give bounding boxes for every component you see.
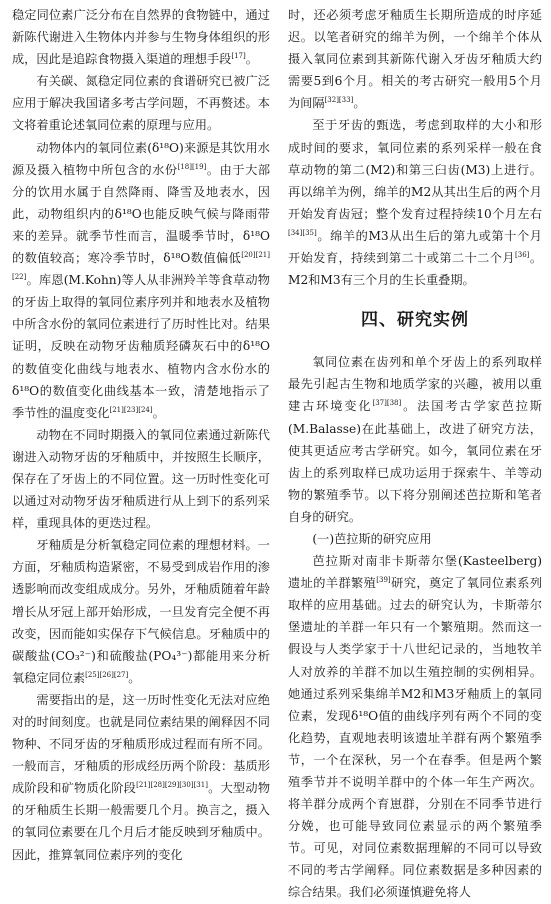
paragraph-text: 稳定同位素广泛分布在自然界的食物链中，通过新陈代谢进入生物体内并参与生物身体组织的形成，因此是追踪食物摄入渠道的理想手段 [12,8,270,67]
paragraph [12,424,270,534]
paragraph [12,70,270,136]
citation: [34][35] [288,228,317,237]
paragraph-text: 。 [152,405,165,420]
citation: [18][19] [177,162,207,171]
citation: [17] [231,52,246,61]
paragraph-text: 。由于大部分的饮用水属于自然降雨、降雪及地表水，因此，动物组织内的δ¹⁸O也能反映气候与降雨带来的差异。就季节性而言，温暖季节时，δ¹⁸O的数值较高；寒冷季节时，δ¹⁸O数值偏低 [12,162,271,266]
paragraph-text: 芭拉斯对南非卡斯蒂尔堡(Kasteelberg)遗址的羊群繁殖 [288,554,542,591]
citation: [25][26][27] [85,670,129,679]
paragraph-text: 动物在不同时期摄入的氧同位素通过新陈代谢进入动物牙齿的牙釉质中，并按照生长顺序，保存在了牙齿上的不同位置。这一历时性变化可以通过对动物牙齿牙釉质进行从上到下的系列采样，重现具体的更迭过程。 [12,427,270,531]
paragraph-text: 动物体内的氧同位素(δ¹⁸O)来源是其饮用水源及摄入植物中所包含的水份 [12,140,270,177]
paragraph-text: 。 [128,670,141,685]
left-column [12,4,270,866]
paragraph-text: 需要指出的是，这一历时性变化无法对应绝对的时间刻度。也就是同位素结果的阐释因不同物种、不同牙齿的牙釉质形成过程而有所不同。一般而言，牙釉质的形成经历两个阶段：基质形成阶段和矿物质化阶段 [12,692,270,796]
paragraph-text: 研究，奠定了氧同位素系列取样的应用基础。过去的研究认为，卡斯蒂尔堡遗址的羊群一年只有一个繁殖期。然而这一假设与人类学家于十八世纪记录的，当地牧羊人对放养的羊群不加以生殖控制的实例相异。她通过系列采集绵羊M2和M3牙釉质上的氧同位素，发现δ¹⁸O值的曲线序列有两个不同的变化趋势，直观地表明该遗址羊群有两个繁殖季节，一个在深秋，另一个在春季。但是两个繁殖季节并不说明羊群中的个体一年生产两次。将羊群分成两个育崽群，分别在不同季节进行分娩，也可能导致同位素显示的两个繁殖季节。可见，对同位素数据理解的不同可以导致不同的考古学阐释。同位素数据是多种因素的综合结果。我们必须谨慎避免将人 [288,576,543,900]
paragraph-text: 。M2和M3有三个月的生长重叠期。 [288,251,543,288]
section-heading: 四、研究实例 [361,310,469,331]
citation: [39] [376,576,391,585]
paragraph-text: 。 [353,96,366,111]
paragraph-text: 。绵羊的M3从出生后的第九或第十个月开始发育，持续到第二十或第二十二个月 [288,228,542,266]
citation: [21][23][24] [109,405,153,414]
paragraph-text: 至于牙齿的甄选，考虑到取样的大小和形成时间的要求，氧同位素的系列采样一般在食草动物的第二(M2)和第三臼齿(M3)上进行。再以绵羊为例，绵羊的M2从其出生后的两个月开始发育齿冠；整个发育过程持续10个月左右 [288,118,542,221]
paragraph [12,137,270,424]
paragraph-text: 。大型动物的牙釉质生长期一般需要几个月。换言之，摄入的氧同位素要在几个月后才能反映到牙釉质中。因此，推算氧同位素序列的变化 [12,781,271,862]
paragraph-text: 牙釉质是分析氧稳定同位素的理想材料。一方面，牙釉质构造紧密，不易受到成岩作用的渗透影响而改变组成成分。另外，牙釉质随着年龄增长从牙冠上部开始形成，一旦发育完全便不再改变，因而能如实保存下气候信息。牙釉质中的碳酸盐(CO₃²⁻)和硫酸盐(PO₄³⁻)都能用来分析氧稳定同位素 [12,538,270,685]
citation: [37][38] [372,399,402,408]
paragraph [12,689,270,866]
paragraph [12,534,270,689]
paragraph-text: 。法国考古学家芭拉斯(M.Balasse)在此基础上，改进了研究方法，使其更适应考古学研究。如今，氧同位素在牙齿上的系列取样已成功运用于探索牛、羊等动物的繁殖季节。以下将分别阐述芭拉斯和笔者自身的研究。 [288,399,542,524]
subsection-title: (一)芭拉斯的研究应用 [312,531,432,546]
paragraph [288,114,542,291]
paragraph-text: 时，还必须考虑牙釉质生长期所造成的时序延迟。以笔者研究的绵羊为例，一个绵羊个体从摄入氧同位素到其新陈代谢入牙齿牙釉质大约需要5到6个月。相关的考古研究一般用5个月为间隔 [288,8,542,111]
subsection-heading [288,528,542,550]
paragraph-text: 氧同位素在齿列和单个牙齿上的系列取样最先引起古生物和地质学家的兴趣，被用以重建古环境变化 [288,355,542,414]
paragraph [288,550,542,904]
paragraph [288,351,542,528]
paragraph-text: 。 [245,52,258,67]
paragraph [12,4,270,70]
citation: [32][33] [324,96,354,105]
citation: [21][28][29][30][31] [136,781,208,790]
paragraph-text: 。库恩(M.Kohn)等人从非洲羚羊等食草动物的牙齿上取得的氧同位素序列并和地表水及植物中所含水份的氧同位素进行了历时性比对。结果证明，反映在动物牙齿釉质羟磷灰石中的δ¹⁸O的数值变化曲线与地表水、植物内含水份水的δ¹⁸O的数值变化曲线基本一致，清楚地指示了季节性的温度变化 [12,273,270,420]
right-column [288,4,542,904]
paragraph-text: 有关碳、氮稳定同位素的食谱研究已被广泛应用于解决我国诸多考古学问题，不再赘述。本文将着重论述氧同位素的原理与应用。 [12,74,270,133]
citation: [36] [515,251,530,260]
citation: [20][21][22] [12,251,270,282]
paragraph [288,4,542,114]
